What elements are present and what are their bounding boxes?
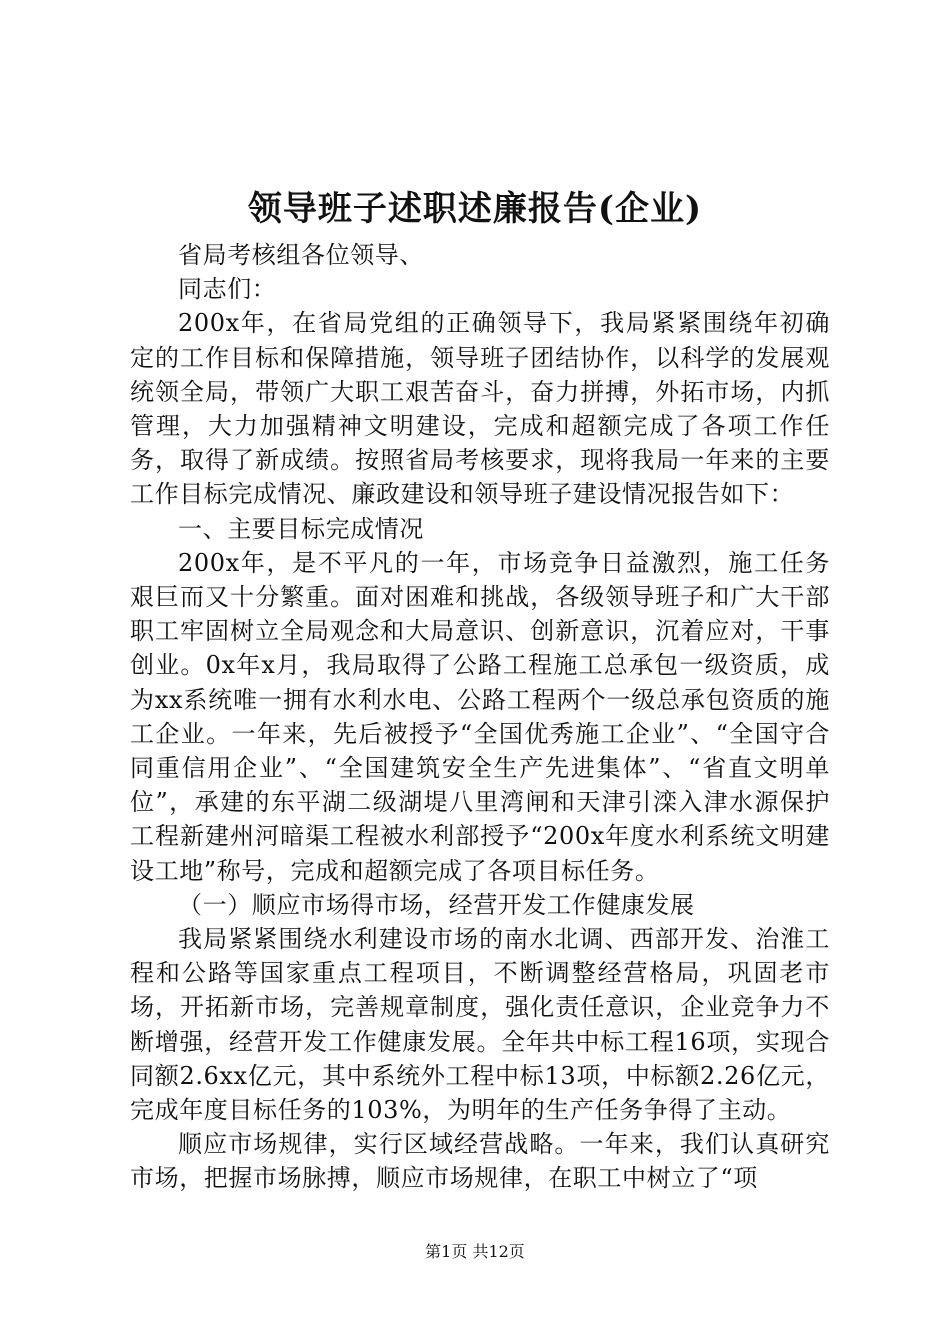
page-footer: 第1页 共12页 [425, 1242, 525, 1261]
document-title: 领导班子述职述廉报告(企业) [247, 189, 703, 229]
subsection-heading-1: （一）顺应市场得市场，经营开发工作健康发展 [178, 890, 695, 919]
section-heading-1: 一、主要目标完成情况 [178, 514, 424, 543]
subsection-1-paragraph: 我局紧紧围绕水利建设市场的南水北调、西部开发、治淮工程和公路等国家重点工程项目，不断调整经营格局，巩固老市场，开拓新市场，完善规章制度，强化责任意识，企业竞争力不断增强，经营开发工作健康发展。全年共中标工程16项，实现合同额2.6xx亿元，其中系统外工程中标13项，中标额2.26亿元，完成年度目标任务的103%，为明年的生产任务争得了主动。 [130, 925, 830, 1125]
section-1-paragraph: 200x年，是不平凡的一年，市场竞争日益激烈，施工任务艰巨而又十分繁重。面对困难和挑战，各级领导班子和广大干部职工牢固树立全局观念和大局意识、创新意识，沉着应对，干事创业。0x年x月，我局取得了公路工程施工总承包一级资质，成为xx系统唯一拥有水利水电、公路工程两个一级总承包资质的施工企业。一年来，先后被授予“全国优秀施工企业”、“全国守合同重信用企业”、“全国建筑安全生产先进集体”、“省直文明单位”，承建的东平湖二级湖堤八里湾闸和天津引滦入津水源保护工程新建州河暗渠工程被水利部授予“200x年度水利系统文明建设工地”称号，完成和超额完成了各项目标任务。 [130, 548, 830, 885]
salutation-line-1: 省局考核组各位领导、 [178, 241, 424, 269]
document-body [130, 238, 830, 1196]
salutation-line-2: 同志们： [178, 275, 277, 304]
subsection-1-paragraph-2: 顺应市场规律，实行区域经营战略。一年来，我们认真研究市场，把握市场脉搏，顺应市场规律，在职工中树立了“项 [130, 1130, 830, 1193]
intro-paragraph: 200x年，在省局党组的正确领导下，我局紧紧围绕年初确定的工作目标和保障措施，领导班子团结协作，以科学的发展观统领全局，带领广大职工艰苦奋斗，奋力拼搏，外拓市场，内抓管理，大力加强精神文明建设，完成和超额完成了各项工作任务，取得了新成绩。按照省局考核要求，现将我局一年来的主要工作目标完成情况、廉政建设和领导班子建设情况报告如下： [130, 309, 830, 509]
